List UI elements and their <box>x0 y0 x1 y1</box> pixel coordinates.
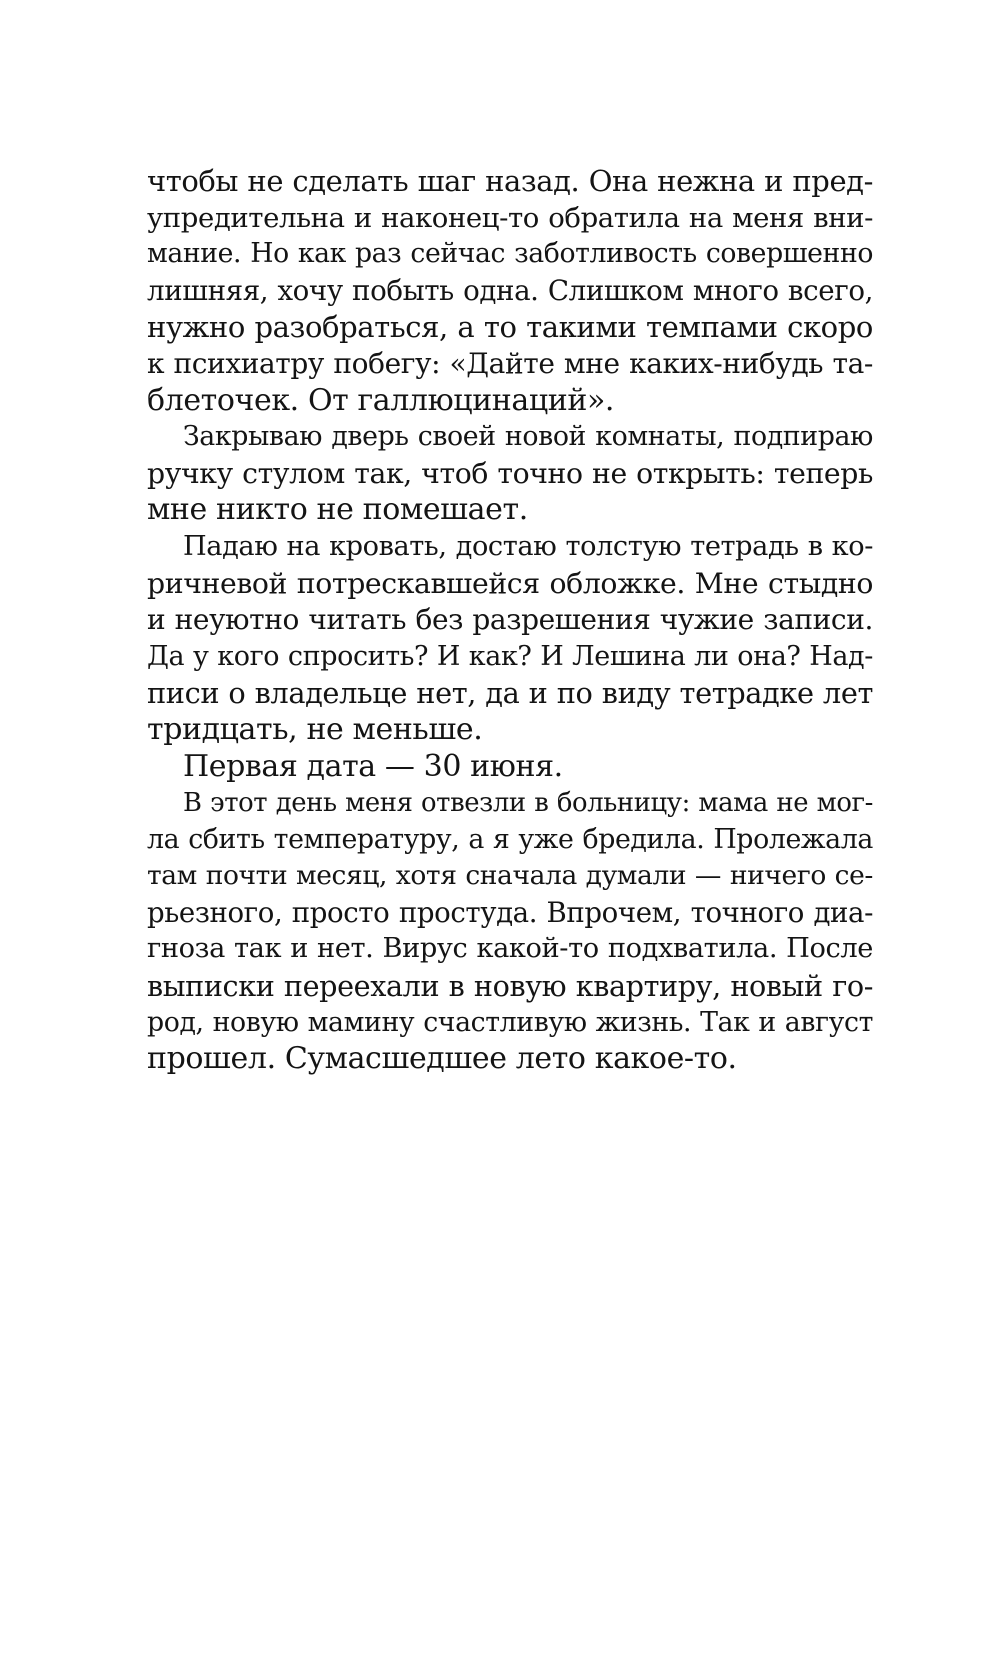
text-line: род, новую мамину счастливую жизнь. Так и август <box>147 1006 873 1038</box>
paragraph-3 <box>147 529 873 749</box>
text-line: чтобы не сделать шаг назад. Она нежна и пред- <box>147 164 873 198</box>
text-line: мание. Но как раз сейчас заботливость совершенно <box>147 238 873 270</box>
page-text <box>147 163 873 1078</box>
paragraph-5 <box>147 785 873 1078</box>
text-line: выписки переехали в новую квартиру, новый го- <box>147 969 873 1004</box>
text-line: Закрываю дверь своей новой комнаты, подпираю <box>183 421 873 453</box>
paragraph-2 <box>147 419 873 529</box>
text-line: упредительна и наконец-то обратила на меня вни- <box>147 201 873 234</box>
text-line: писи о владельце нет, да и по виду тетрадке лет <box>147 676 873 711</box>
text-line: нужно разобраться, а то такими темпами скоро <box>147 310 873 345</box>
text-line: ручку стулом так, чтоб точно не открыть: теперь <box>147 456 873 490</box>
text-line: Первая дата — 30 июня. <box>183 748 563 784</box>
text-line: В этот день меня отвезли в больницу: мама не мог- <box>183 788 873 819</box>
text-line: ла сбить температуру, а я уже бредила. Пролежала <box>147 823 873 855</box>
text-line: там почти месяц, хотя сначала думали — ничего се- <box>147 860 873 892</box>
text-line: рьезного, просто простуда. Впрочем, точного диа- <box>147 895 873 929</box>
paragraph-1 <box>147 163 873 419</box>
text-line: Да у кого спросить? И как? И Лешина ли она? Над- <box>147 640 873 672</box>
text-line: Падаю на кровать, достаю толстую тетрадь в ко- <box>183 530 873 562</box>
text-line: блеточек. От галлюцинаций». <box>147 382 615 418</box>
text-line: гноза так и нет. Вирус какой-то подхватила. После <box>147 933 873 965</box>
paragraph-4 <box>147 749 873 786</box>
text-line: тридцать, не меньше. <box>147 711 483 747</box>
text-line: прошел. Сумасшедшее лето какое-то. <box>147 1041 737 1077</box>
text-line: ричневой потрескавшейся обложке. Мне стыдно <box>147 566 873 600</box>
text-line: и неуютно читать без разрешения чужие записи. <box>147 603 873 637</box>
text-line: к психиатру побегу: «Дайте мне каких-нибудь та- <box>147 346 873 380</box>
text-line: лишняя, хочу побыть одна. Слишком много всего, <box>147 273 873 307</box>
text-line: мне никто не помешает. <box>147 492 528 528</box>
